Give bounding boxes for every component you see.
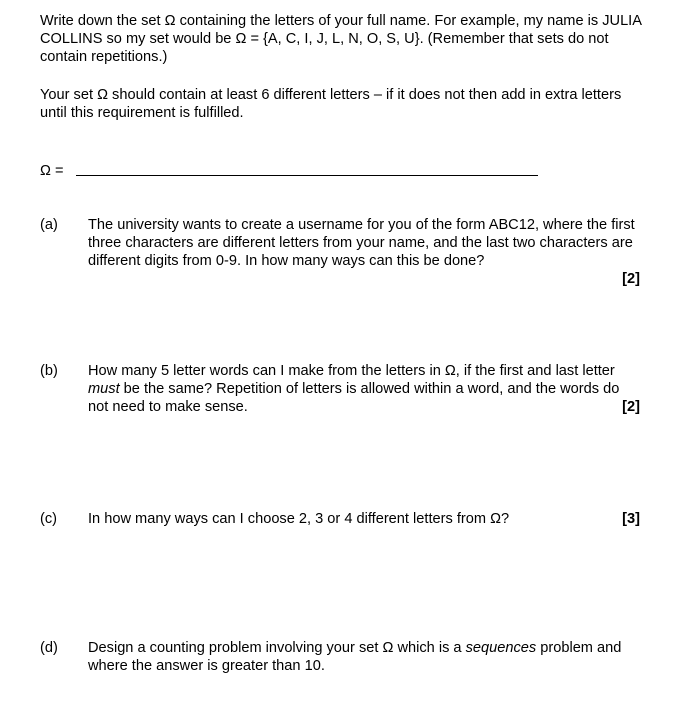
omega-symbol: Ω xyxy=(235,31,247,47)
answer-label: Ω = xyxy=(40,163,64,179)
question-b-marks: [2] xyxy=(622,399,640,415)
omega-symbol: Ω xyxy=(164,13,176,29)
omega-symbol: Ω xyxy=(382,640,394,656)
question-a-text: The university wants to create a username for you of the form ABC12, where the first three characters are different letters from your name, and the last two characters are different digits from 0-9. In how many ways can this be done? xyxy=(88,217,635,269)
question-a-label: (a) xyxy=(40,217,58,233)
question-b-label: (b) xyxy=(40,363,58,379)
question-d-text: Design a counting problem involving your set Ω which is a sequences problem and where the answer is greater than 10. xyxy=(88,640,622,674)
omega-symbol: Ω xyxy=(490,511,501,527)
question-c-text: In how many ways can I choose 2, 3 or 4 different letters from Ω? xyxy=(88,511,510,527)
requirement-paragraph: Your set Ω should contain at least 6 different letters – if it does not then add in extra letters until this requirement is fulfilled. xyxy=(40,87,622,121)
question-c-label: (c) xyxy=(40,511,58,527)
intro-paragraph: Write down the set Ω containing the letters of your full name. For example, my name is JULIA COLLINS so my set would be Ω = {A, C, I, J, L, N, O, S, U}. (Remember that sets do not contain repetitions.) xyxy=(40,13,642,65)
question-c-marks: [3] xyxy=(622,511,640,527)
question-a-marks: [2] xyxy=(622,271,640,287)
question-d-label: (d) xyxy=(40,640,58,656)
omega-symbol: Ω xyxy=(97,87,108,103)
omega-symbol: Ω xyxy=(444,363,456,379)
question-b-text: How many 5 letter words can I make from the letters in Ω, if the first and last letter must be the same? Repetition of letters is allowed within a word, and the words do not need to make sense. xyxy=(88,363,620,415)
answer-line xyxy=(76,175,538,176)
